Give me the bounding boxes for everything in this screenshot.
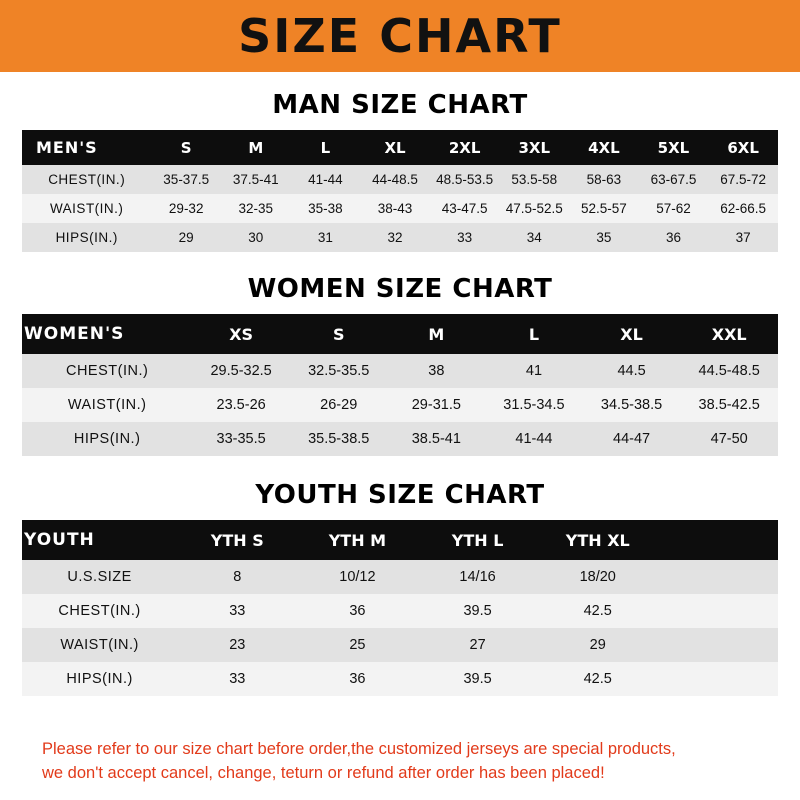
cell: 41-44 (485, 422, 583, 456)
cell: 37 (708, 223, 778, 252)
cell: 29.5-32.5 (192, 354, 290, 388)
cell: 42.5 (538, 594, 658, 628)
row-header: CHEST(IN.) (22, 354, 192, 388)
col-header: YTH XL (538, 520, 658, 560)
cell: 18/20 (538, 560, 658, 594)
man-size-table (22, 130, 778, 252)
cell: 23.5-26 (192, 388, 290, 422)
col-header: S (151, 130, 221, 165)
row-header: WAIST(IN.) (22, 628, 177, 662)
cell-empty (658, 594, 778, 628)
table-row (22, 628, 778, 662)
col-header: WOMEN'S (22, 314, 192, 354)
col-header: XL (360, 130, 430, 165)
cell: 38-43 (360, 194, 430, 223)
header-band (0, 0, 800, 72)
row-header: WAIST(IN.) (22, 194, 151, 223)
col-header: MEN'S (22, 130, 151, 165)
col-header: XL (583, 314, 681, 354)
cell: 52.5-57 (569, 194, 639, 223)
section-women (22, 252, 778, 456)
row-header: CHEST(IN.) (22, 165, 151, 194)
table-header-row (22, 130, 778, 165)
cell: 36 (639, 223, 709, 252)
cell: 62-66.5 (708, 194, 778, 223)
table-row (22, 223, 778, 252)
col-header: 5XL (639, 130, 709, 165)
row-header: U.S.SIZE (22, 560, 177, 594)
table-row (22, 354, 778, 388)
cell: 29-31.5 (388, 388, 486, 422)
cell: 38.5-42.5 (680, 388, 778, 422)
cell: 37.5-41 (221, 165, 291, 194)
row-header: HIPS(IN.) (22, 223, 151, 252)
cell: 8 (177, 560, 297, 594)
cell-empty (658, 560, 778, 594)
cell: 34.5-38.5 (583, 388, 681, 422)
cell: 39.5 (418, 662, 538, 696)
cell: 44-47 (583, 422, 681, 456)
col-header: XXL (680, 314, 778, 354)
col-header: L (291, 130, 361, 165)
col-header: M (388, 314, 486, 354)
cell: 32-35 (221, 194, 291, 223)
row-header: WAIST(IN.) (22, 388, 192, 422)
col-header-empty (658, 520, 778, 560)
cell: 33 (177, 594, 297, 628)
cell: 31.5-34.5 (485, 388, 583, 422)
cell: 32 (360, 223, 430, 252)
cell: 39.5 (418, 594, 538, 628)
cell: 38.5-41 (388, 422, 486, 456)
cell: 33 (430, 223, 500, 252)
section-man (22, 72, 778, 252)
table-row (22, 662, 778, 696)
cell: 30 (221, 223, 291, 252)
table-header-row (22, 314, 778, 354)
cell: 38 (388, 354, 486, 388)
col-header: 2XL (430, 130, 500, 165)
cell: 35-38 (291, 194, 361, 223)
cell: 44.5 (583, 354, 681, 388)
cell: 41-44 (291, 165, 361, 194)
women-section-title: WOMEN SIZE CHART (247, 274, 553, 304)
col-header: 4XL (569, 130, 639, 165)
order-policy-note (22, 724, 778, 800)
man-section-title: MAN SIZE CHART (272, 90, 528, 120)
cell: 42.5 (538, 662, 658, 696)
cell: 34 (499, 223, 569, 252)
row-header: HIPS(IN.) (22, 662, 177, 696)
table-row (22, 422, 778, 456)
cell: 57-62 (639, 194, 709, 223)
col-header: 6XL (708, 130, 778, 165)
cell: 53.5-58 (499, 165, 569, 194)
table-row (22, 594, 778, 628)
page-title: SIZE CHART (238, 9, 562, 63)
youth-section-title: YOUTH SIZE CHART (255, 480, 545, 510)
cell: 43-47.5 (430, 194, 500, 223)
cell: 58-63 (569, 165, 639, 194)
youth-size-table (22, 520, 778, 696)
col-header: L (485, 314, 583, 354)
cell: 47-50 (680, 422, 778, 456)
table-header-row (22, 520, 778, 560)
col-header: YTH L (418, 520, 538, 560)
col-header: XS (192, 314, 290, 354)
table-row (22, 194, 778, 223)
cell-empty (658, 628, 778, 662)
col-header: 3XL (499, 130, 569, 165)
cell: 31 (291, 223, 361, 252)
cell: 10/12 (297, 560, 417, 594)
cell: 44.5-48.5 (680, 354, 778, 388)
cell: 41 (485, 354, 583, 388)
cell: 29-32 (151, 194, 221, 223)
content (0, 72, 800, 800)
section-youth (22, 456, 778, 696)
cell: 27 (418, 628, 538, 662)
cell: 47.5-52.5 (499, 194, 569, 223)
cell: 32.5-35.5 (290, 354, 388, 388)
table-row (22, 165, 778, 194)
cell-empty (658, 662, 778, 696)
cell: 48.5-53.5 (430, 165, 500, 194)
cell: 25 (297, 628, 417, 662)
col-header: YTH S (177, 520, 297, 560)
women-size-table (22, 314, 778, 456)
note-line-2: we don't accept cancel, change, teturn or refund after order has been placed! (42, 764, 605, 783)
cell: 29 (538, 628, 658, 662)
cell: 29 (151, 223, 221, 252)
row-header: CHEST(IN.) (22, 594, 177, 628)
col-header: S (290, 314, 388, 354)
cell: 33 (177, 662, 297, 696)
cell: 35 (569, 223, 639, 252)
cell: 33-35.5 (192, 422, 290, 456)
row-header: HIPS(IN.) (22, 422, 192, 456)
cell: 63-67.5 (639, 165, 709, 194)
note-line-1: Please refer to our size chart before order,the customized jerseys are special products, (42, 740, 676, 759)
cell: 35.5-38.5 (290, 422, 388, 456)
cell: 36 (297, 594, 417, 628)
cell: 36 (297, 662, 417, 696)
col-header: YTH M (297, 520, 417, 560)
cell: 44-48.5 (360, 165, 430, 194)
cell: 14/16 (418, 560, 538, 594)
table-row (22, 560, 778, 594)
cell: 26-29 (290, 388, 388, 422)
col-header: M (221, 130, 291, 165)
cell: 67.5-72 (708, 165, 778, 194)
cell: 23 (177, 628, 297, 662)
col-header: YOUTH (22, 520, 177, 560)
table-row (22, 388, 778, 422)
cell: 35-37.5 (151, 165, 221, 194)
